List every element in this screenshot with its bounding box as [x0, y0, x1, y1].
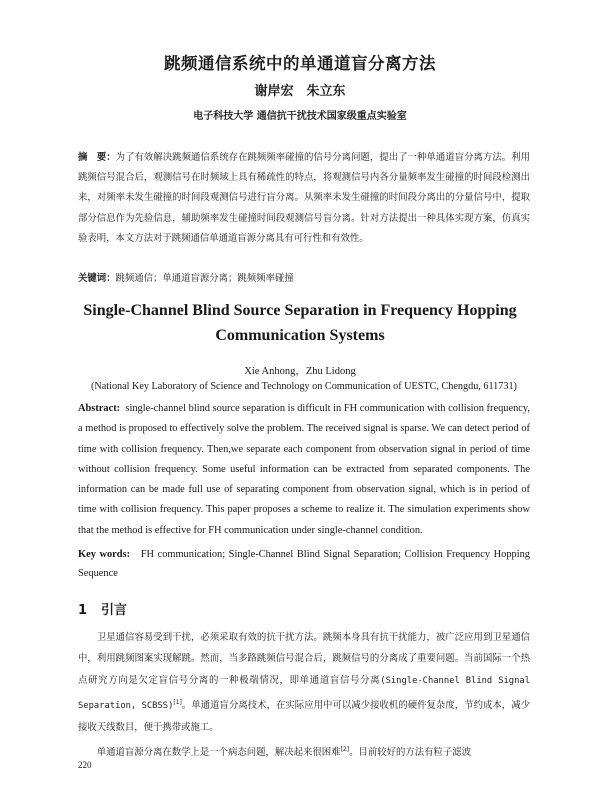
intro-term: (Single-Channel Blind Signal Separation, SCBSS) — [78, 675, 530, 712]
keywords-chinese — [78, 270, 530, 284]
paper-title-english: Single-Channel Blind Source Separation in Frequency Hopping Communication Systems — [83, 302, 517, 344]
abstract-chinese-label: 摘 要： — [78, 152, 116, 163]
abstract-chinese-text: 为了有效解决跳频通信系统存在跳频频率碰撞的信号分离问题，提出了一种单通道盲分离方法。利用跳频信号混合后，观测信号在时频域上具有稀疏性的特点，将观测信号内各分量频率发生碰撞的时间段检测出来，对频率未发生碰撞的时间段观测信号进行盲分离。从频率未发生碰撞的时间段分离出的分量信号中，提取部分信息作为先验信息，辅助频率发生碰撞时间段观测信号盲分离。针对方法提出一种具体实现方案，仿真实验表明，本文方法对于跳频通信单通道盲源分离具有可行性和有效性。 — [78, 152, 530, 244]
authors-english: Xie Anhong，Zhu Lidong — [244, 366, 356, 377]
keywords-english-label: Key words: — [78, 549, 131, 560]
intro-paragraph — [78, 627, 530, 739]
keywords-english-text: FH communication; Single-Channel Blind Signal Separation; Collision Frequency Hopping Sequence — [78, 549, 530, 579]
section-title: 引言 — [101, 603, 128, 618]
intro-text: 。目前较好的方法有粒子滤波 — [349, 746, 471, 758]
affiliation-english: (National Key Laboratory of Science and Technology on Communication of UESTC, Chengdu, 611731) — [91, 381, 517, 392]
abstract-english-label: Abstract: — [78, 403, 121, 414]
keywords-english — [78, 545, 530, 583]
abstract-english-text: single-channel blind source separation is difficult in FH communication with collision frequency, a method is proposed to effectively solve the problem. The received signal is sparse. We can detect period of time with collision frequency. Then,we separate each component from observation signal in period of time without collision frequency. Some useful information can be extracted from separated components. The information can be made full use of separating component from observation signal, which is in period of time with collision frequency. This paper proposes a scheme to realize it. The simulation experiments show that the method is effective for FH communication under single-channel condition. — [78, 403, 530, 536]
keywords-chinese-text: 跳频通信；单通道盲源分离；跳频频率碰撞 — [115, 273, 294, 284]
intro-text: 卫星通信容易受到干扰，必须采取有效的抗干扰方法。跳频本身具有抗干扰能力，被广泛应用到卫星通信中，利用跳频图案实现解跳。然而，当多路跳频信号混合后，跳频信号的分离成了重要问题。当前国际一个热点研究方向是欠定盲信号分离的一种极端情况，即单通道盲信号分离 — [78, 632, 530, 686]
paper-title-chinese: 跳频通信系统中的单通道盲分离方法 — [164, 54, 436, 73]
intro-text: 。单通道盲分离技术，在实际应用中可以减少接收机的硬件复杂度，节约成本，减少接收天线数目，便于携带或施工。 — [78, 700, 530, 734]
abstract-english — [78, 399, 530, 541]
section-heading — [78, 599, 127, 618]
intro-paragraph — [78, 739, 530, 763]
affiliation-chinese: 电子科技大学 通信抗干扰技术国家级重点实验室 — [193, 111, 407, 122]
abstract-chinese — [78, 148, 530, 249]
authors-chinese: 谢岸宏 朱立东 — [254, 84, 346, 99]
introduction-body — [78, 627, 530, 763]
section-number: 1 — [78, 603, 88, 618]
citation-ref: [1] — [173, 698, 182, 706]
page-number: 220 — [78, 760, 92, 770]
citation-ref: [2] — [340, 745, 350, 753]
keywords-chinese-label: 关键词： — [78, 273, 116, 284]
intro-text: 单通道盲源分离在数学上是一个病态问题，解决起来很困难 — [96, 746, 341, 758]
